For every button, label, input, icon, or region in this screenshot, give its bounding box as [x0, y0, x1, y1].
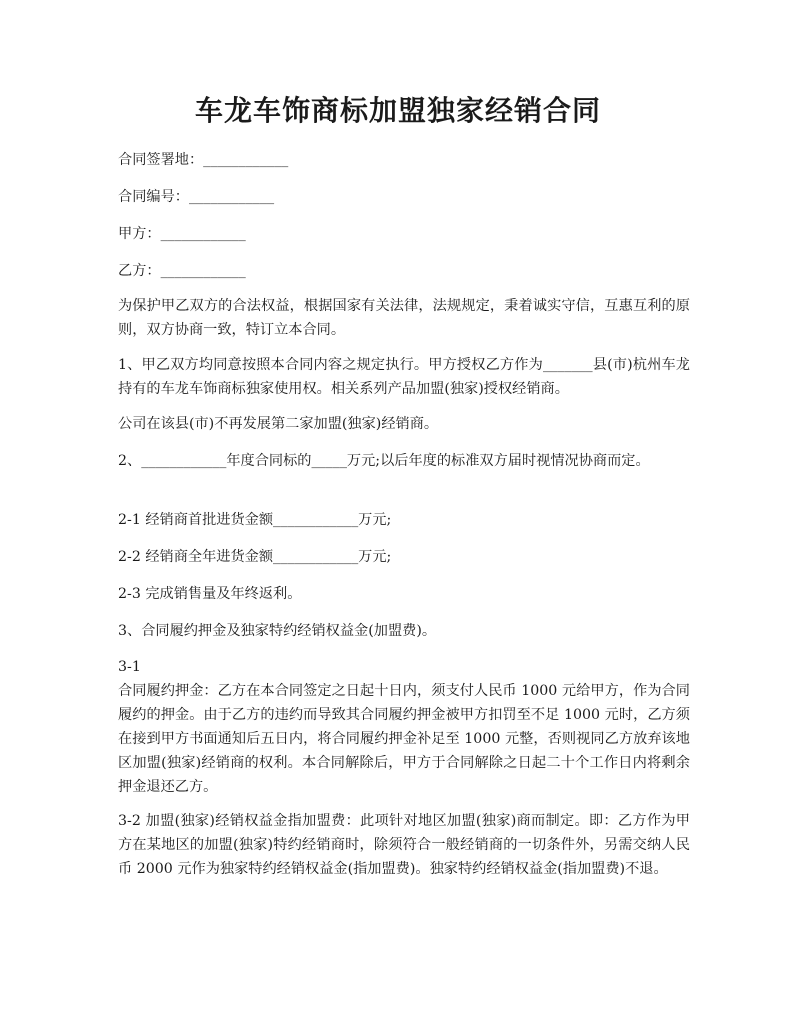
intro-paragraph: 为保护甲乙双方的合法权益，根据国家有关法律，法规规定，秉着诚实守信，互惠互利的原则，双方协商一致，特订立本合同。 [118, 298, 690, 338]
clause-1-note: 公司在该县(市)不再发展第二家加盟(独家)经销商。 [118, 416, 439, 432]
clause-3-2: 3-2 加盟(独家)经销权益金指加盟费：此项针对地区加盟(独家)商而制定。即：乙方作为甲方在某地区的加盟(独家)特约经销商时，除须符合一般经销商的一切条件外，另需交纳人民币 2000 元作为独家特约经销权益金(指加盟费)。独家特约经销权益金(指加盟费)不退。 [118, 813, 690, 877]
clause-3-1-heading: 3-1 [118, 659, 141, 675]
clause-3: 3、合同履约押金及独家特约经销权益金(加盟费)。 [118, 623, 437, 639]
clause-2-2: 2-2 经销商全年进货金额____________万元; [118, 549, 392, 565]
clause-2-3: 2-3 完成销售量及年终返利。 [118, 586, 302, 602]
clause-2-1: 2-1 经销商首批进货金额____________万元; [118, 512, 392, 528]
field-party-b: 乙方：____________ [118, 263, 246, 279]
field-contract-no: 合同编号：____________ [118, 189, 275, 205]
clause-1: 1、甲乙双方均同意按照本合同内容之规定执行。甲方授权乙方作为_______县(市)杭州车龙持有的车龙车饰商标独家使用权。相关系列产品加盟(独家)授权经销商。 [118, 357, 690, 397]
document-title: 车龙车饰商标加盟独家经销合同 [194, 94, 601, 127]
field-party-a: 甲方：____________ [118, 226, 246, 242]
clause-3-1: 合同履约押金：乙方在本合同签定之日起十日内，须支付人民币 1000 元给甲方，作为合同履约的押金。由于乙方的违约而导致其合同履约押金被甲方扣罚至不足 1000 元时，乙方须在接到甲方书面通知后五日内，将合同履约押金补足至 1000 元整，否则视同乙方放弃该地区加盟(独家)经销商的权利。本合同解除后，甲方于合同解除之日起二十个工作日内将剩余押金退还乙方。 [118, 683, 690, 795]
field-sign-place: 合同签署地：____________ [118, 152, 289, 168]
clause-2: 2、____________年度合同标的_____万元;以后年度的标准双方届时视情况协商而定。 [118, 453, 650, 469]
